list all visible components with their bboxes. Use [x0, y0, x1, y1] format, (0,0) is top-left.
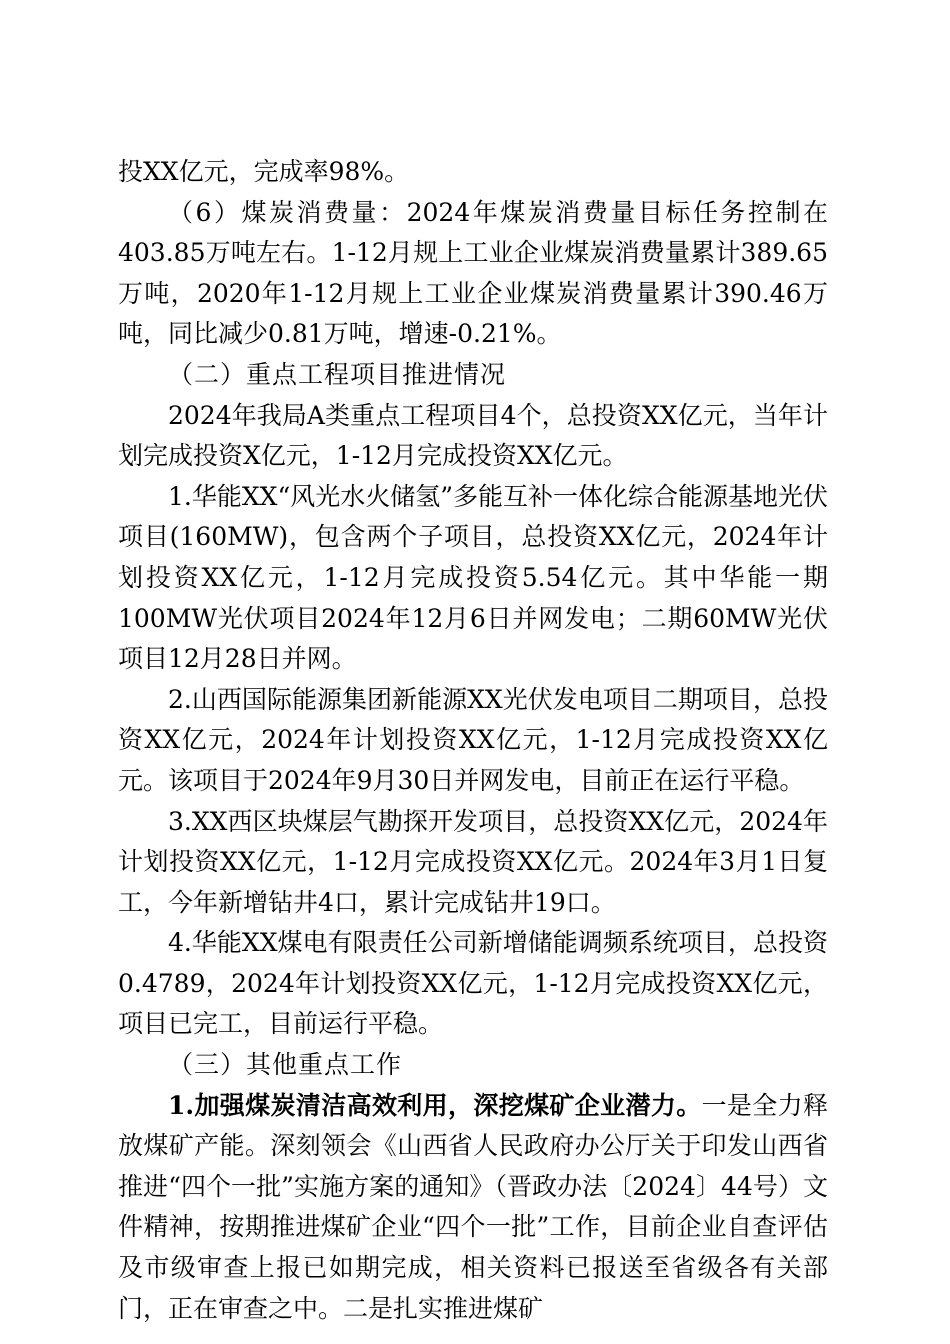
paragraph-project-2: 2.山西国际能源集团新能源XX光伏发电项目二期项目，总投资XX亿元，2024年计划投资XX亿元，1-12月完成投资XX亿元。该项目于2024年9月30日并网发电，目前正在运行平稳。: [118, 684, 828, 795]
paragraph-investment-tail: 投XX亿元，完成率98%。: [118, 157, 410, 186]
paragraph-project-1: 1.华能XX“风光水火储氢”多能互补一体化综合能源基地光伏项目(160MW)，包含两个子项目，总投资XX亿元，2024年计划投资XX亿元，1-12月完成投资5.54亿元。其中华能一期100MW光伏项目2024年12月6日并网发电；二期60MW光伏项目12月28日并网。: [118, 481, 829, 674]
paragraph-lead-bold: 1.加强煤炭清洁高效利用，深挖煤矿企业潜力。: [168, 1090, 702, 1120]
paragraph-project-3: 3.XX西区块煤层气勘探开发项目，总投资XX亿元，2024年计划投资XX亿元，1-12月完成投资XX亿元。2024年3月1日复工，今年新增钻井4口，累计完成钻井19口。: [118, 806, 828, 917]
paragraph-lead-rest: 一是全力释放煤矿产能。深刻领会《山西省人民政府办公厅关于印发山西省推进“四个一批”实施方案的通知》（晋政办法〔2024〕44号）文件精神，按期推进煤矿企业“四个一批”工作，目前企业自查评估及市级审查上报已如期完成，相关资料已报送至省级各有关部门，正在审查之中。二是扎实推进煤矿: [118, 1090, 828, 1323]
paragraph-coal-utilization: [118, 1086, 828, 1330]
document-body: [118, 152, 828, 1329]
paragraph-project-4: 4.华能XX煤电有限责任公司新增储能调频系统项目，总投资0.4789，2024年计划投资XX亿元，1-12月完成投资XX亿元，项目已完工，目前运行平稳。: [118, 928, 828, 1039]
section-heading-key-projects: （二）重点工程项目推进情况: [168, 359, 507, 389]
paragraph-coal-consumption: （6）煤炭消费量：2024年煤炭消费量目标任务控制在403.85万吨左右。1-12月规上工业企业煤炭消费量累计389.65万吨，2020年1-12月规上工业企业煤炭消费量累计390.46万吨，同比减少0.81万吨，增速-0.21%。: [118, 197, 828, 349]
paragraph-projects-summary: 2024年我局A类重点工程项目4个，总投资XX亿元，当年计划完成投资X亿元，1-12月完成投资XX亿元。: [118, 400, 828, 471]
section-heading-other-work: （三）其他重点工作: [168, 1050, 403, 1080]
